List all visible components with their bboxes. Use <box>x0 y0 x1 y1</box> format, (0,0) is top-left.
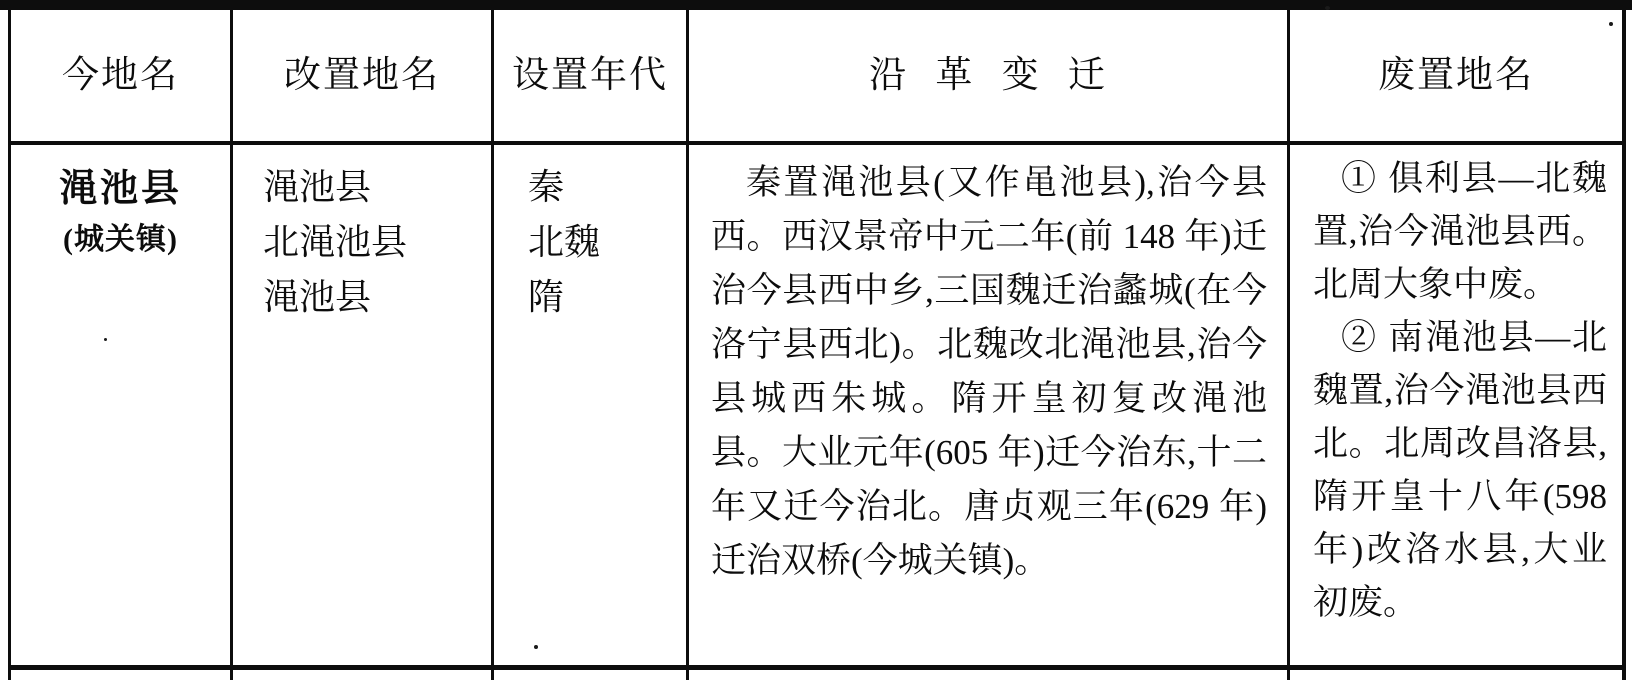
cell-established-eras <box>528 160 678 325</box>
established-era-2: 北魏 <box>528 222 601 262</box>
header-abolished-places: 废置地名 <box>1378 55 1534 96</box>
current-place-name-note: (城关镇) <box>63 223 178 256</box>
header-renamed-places: 改置地名 <box>284 55 440 96</box>
established-era-1: 秦 <box>528 167 565 207</box>
header-history-changes: 沿 革 变 迁 <box>869 55 1107 96</box>
header-current-name: 今地名 <box>62 55 179 96</box>
abolished-place-1: ① 俱利县—北魏置,治今渑池县西。北周大象中废。 <box>1313 159 1607 304</box>
header-separator-line <box>8 141 1626 145</box>
table-top-border <box>0 0 1632 10</box>
row-separator-line <box>8 665 1626 670</box>
renamed-place-2: 北渑池县 <box>263 222 408 262</box>
scan-speck <box>534 645 538 649</box>
history-paragraph: 秦置渑池县(又作黾池县),治今县西。西汉景帝中元二年(前 148 年)迁治今县西中乡,三国魏迁治蠡城(在今洛宁县西北)。北魏改北渑池县,治今县城西朱城。隋开皇初复改渑池县。大业元年(605 年)迁今治东,十二年又迁今治北。唐贞观三年(629 年)迁治双桥(今城关镇)。 <box>711 163 1267 580</box>
cell-renamed-places <box>263 160 488 325</box>
renamed-place-1: 渑池县 <box>263 167 372 207</box>
scan-speck <box>1325 6 1330 10</box>
renamed-place-3: 渑池县 <box>263 277 372 317</box>
established-era-3: 隋 <box>528 277 565 317</box>
table-right-border <box>1622 9 1626 680</box>
scan-speck <box>104 338 107 341</box>
cell-history-changes <box>711 156 1267 588</box>
scan-speck <box>1609 22 1613 26</box>
header-established-era: 设置年代 <box>512 55 668 96</box>
abolished-place-2: ② 南渑池县—北魏置,治今渑池县西北。北周改昌洛县,隋开皇十八年(598 年)改洛水县,大业初废。 <box>1313 318 1607 622</box>
cell-abolished-places <box>1313 152 1607 629</box>
cell-current-place-name <box>11 160 230 262</box>
current-place-name: 渑池县 <box>58 168 182 210</box>
